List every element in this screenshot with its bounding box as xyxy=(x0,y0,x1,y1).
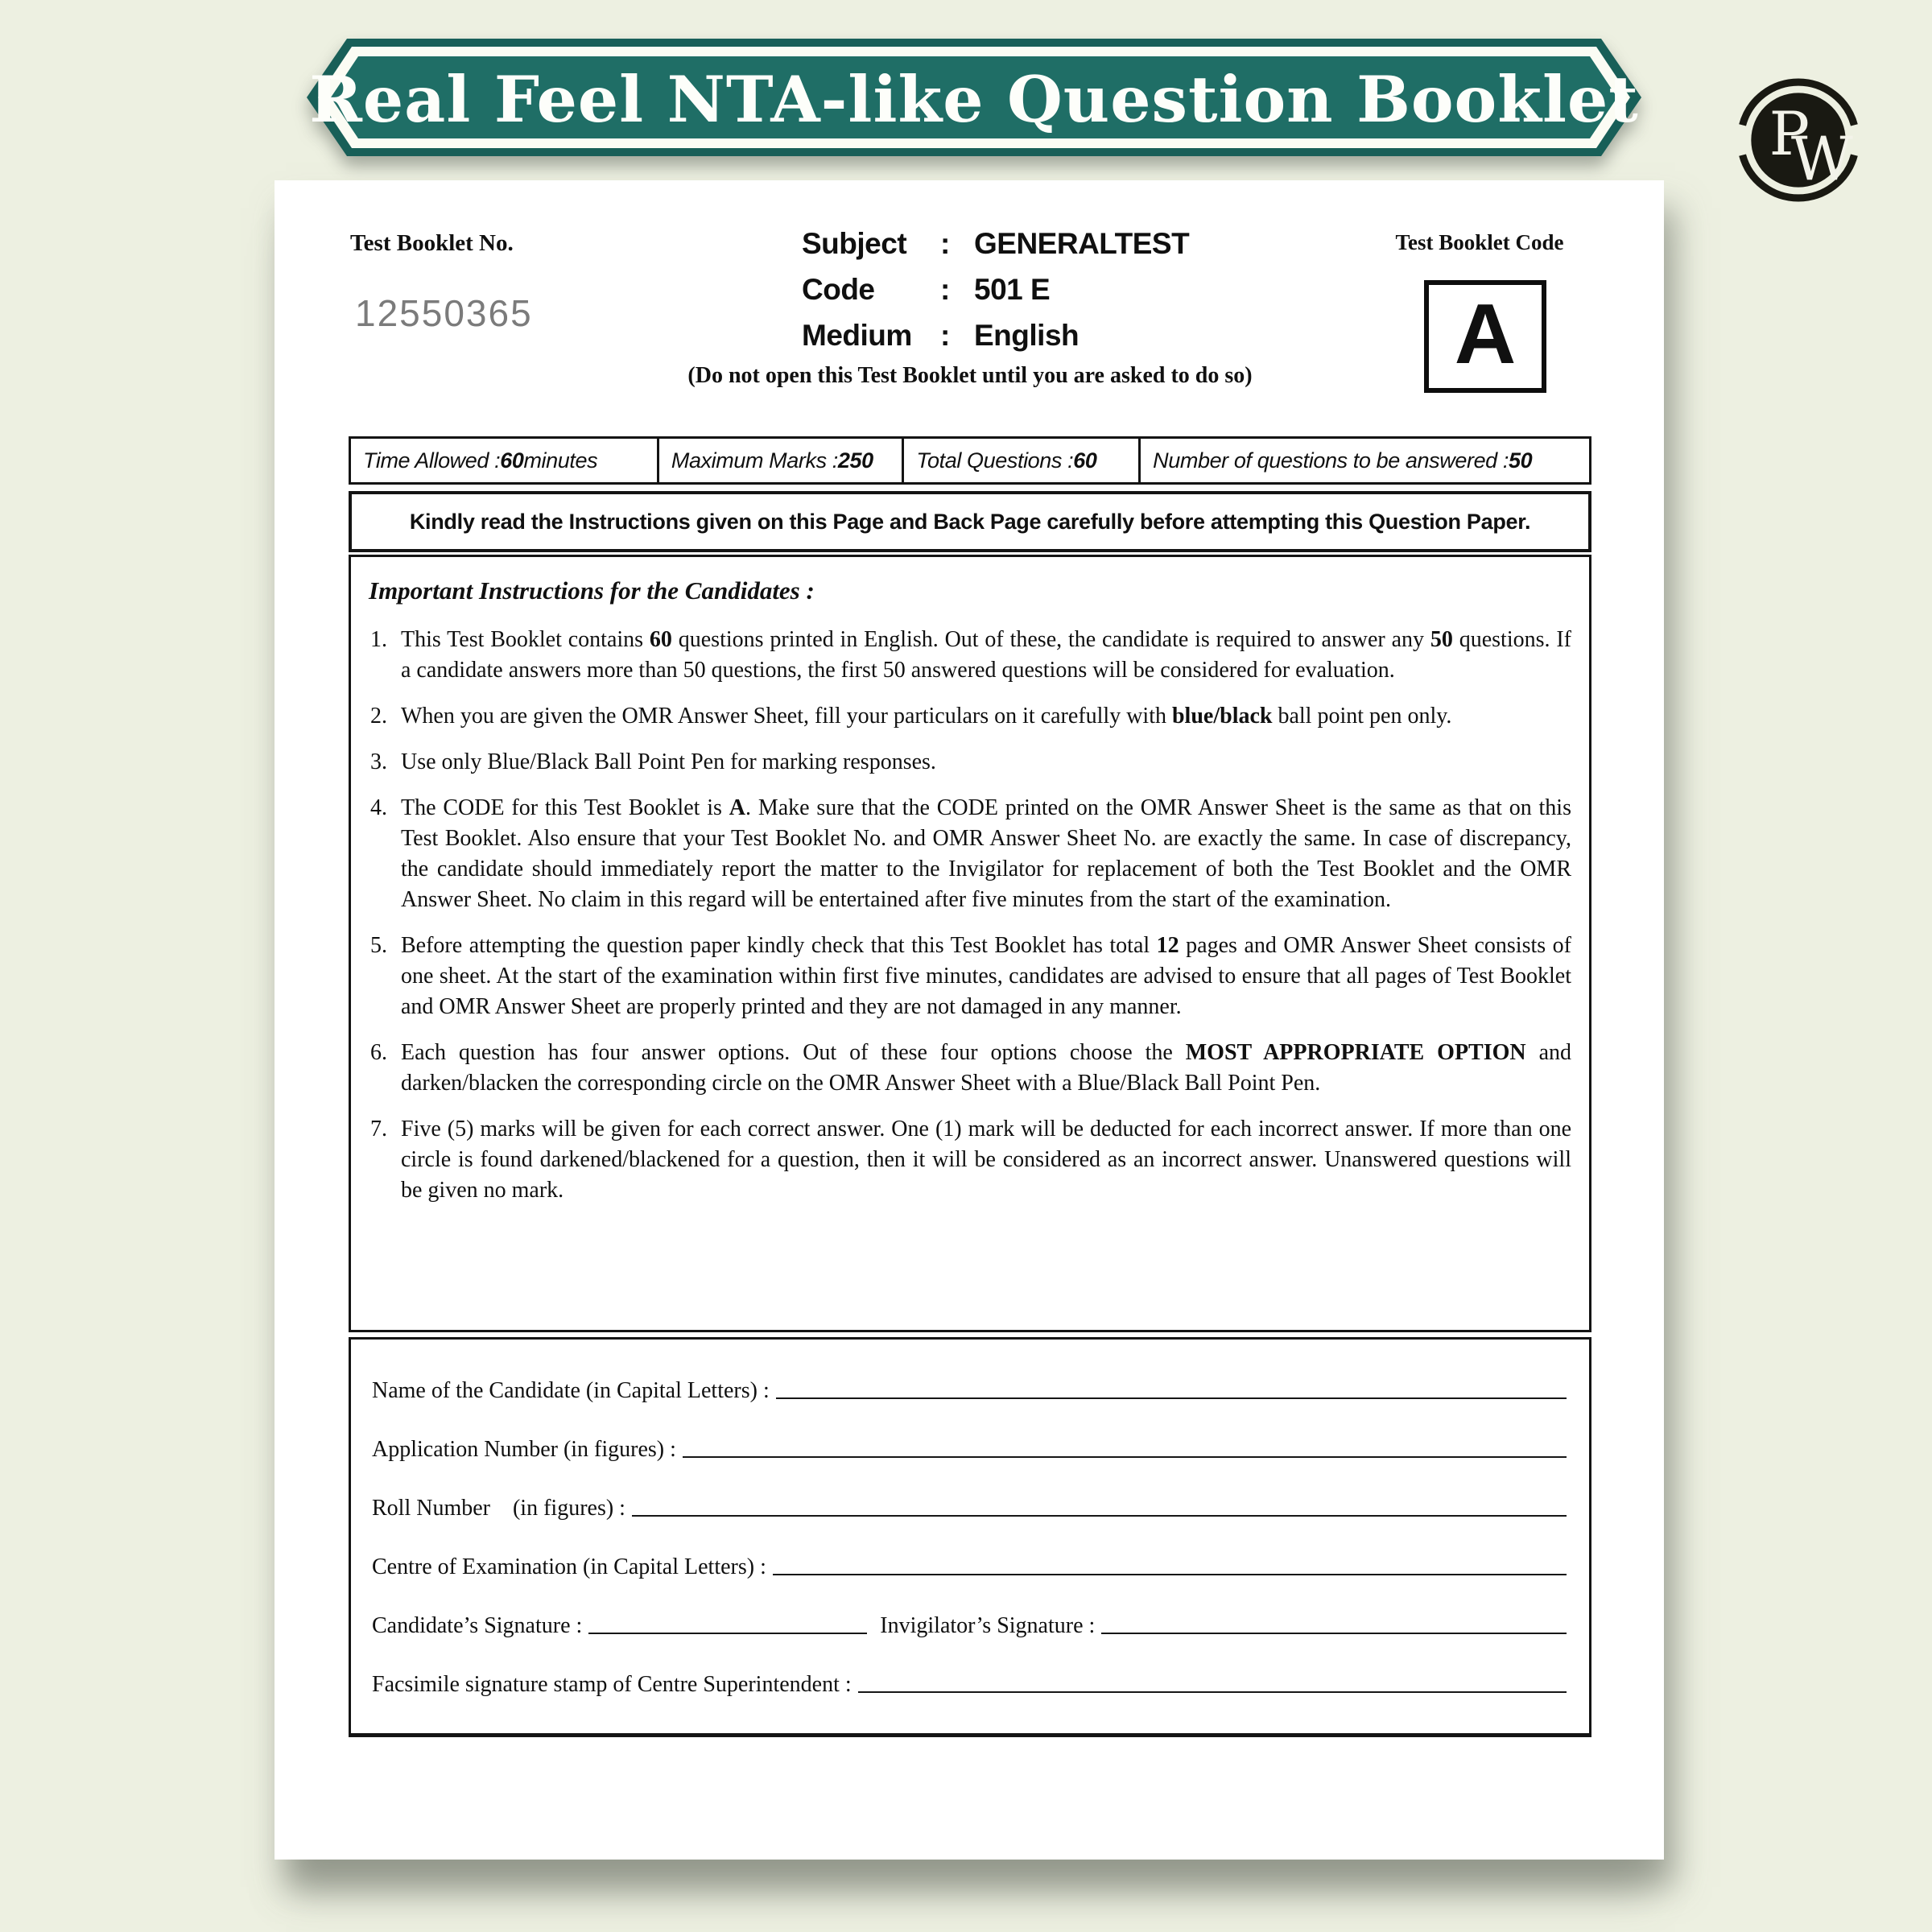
roll-number-label: Roll Number (in figures) : xyxy=(372,1496,625,1521)
time-allowed-cell: Time Allowed : 60 minutes xyxy=(363,448,598,473)
do-not-open-note: (Do not open this Test Booklet until you are asked to do so) xyxy=(687,363,1253,388)
instruction-number: 1. xyxy=(370,627,387,652)
subject-colon: : xyxy=(940,226,950,260)
subject-label: Subject xyxy=(802,226,907,260)
application-number-blank-line xyxy=(683,1456,1567,1458)
instruction-text: Five (5) marks will be given for each correct answer. One (1) mark will be deducted for each incorrect answer. If more than one circle is found darkened/blackened for a question, then it will be considered as an incorrect answer. Unanswered questions will be given no mark. xyxy=(401,1117,1571,1203)
application-number-label: Application Number (in figures) : xyxy=(372,1437,676,1462)
code-value: 501 E xyxy=(974,272,1051,306)
instruction-item-2 xyxy=(369,701,1571,732)
logo-letter-w: W xyxy=(1790,124,1853,195)
instructions-box xyxy=(349,555,1591,1332)
questions-to-answer-cell: Number of questions to be answered : 50 xyxy=(1138,439,1589,482)
instruction-number: 7. xyxy=(370,1117,387,1141)
candidate-signature-blank-line xyxy=(588,1633,867,1634)
signatures-field xyxy=(372,1602,1568,1639)
subject-row xyxy=(802,221,1189,266)
code-row xyxy=(802,266,1189,312)
instruction-number: 6. xyxy=(370,1040,387,1065)
medium-value: English xyxy=(974,318,1080,352)
centre-of-examination-field xyxy=(372,1543,1568,1580)
title-banner xyxy=(307,35,1641,159)
instruction-number: 5. xyxy=(370,933,387,958)
instruction-item-3 xyxy=(369,747,1571,778)
subject-value: GENERALTEST xyxy=(974,226,1190,260)
instructions-heading: Important Instructions for the Candidates : xyxy=(369,576,815,605)
instruction-number: 4. xyxy=(370,795,387,820)
code-label: Code xyxy=(802,272,875,306)
candidate-name-blank-line xyxy=(776,1397,1567,1399)
booklet-cover-page xyxy=(275,180,1664,1860)
test-booklet-code-box xyxy=(1424,280,1546,393)
facsimile-stamp-label: Facsimile signature stamp of Centre Superintendent : xyxy=(372,1672,852,1697)
kindly-read-box xyxy=(349,491,1591,552)
exam-info-table xyxy=(349,436,1591,485)
instruction-item-5 xyxy=(369,931,1571,1022)
total-questions-cell: Total Questions : 60 xyxy=(902,439,1138,482)
kindly-read-note: Kindly read the Instructions given on this Page and Back Page carefully before attempting this Question Paper. xyxy=(409,509,1531,534)
candidate-name-label: Name of the Candidate (in Capital Letters) : xyxy=(372,1378,770,1403)
banner-title: Real Feel NTA-like Question Booklet xyxy=(309,61,1639,137)
roll-number-blank-line xyxy=(632,1515,1567,1517)
test-booklet-no-value: 12550365 xyxy=(355,292,533,334)
candidate-signature-label: Candidate’s Signature : xyxy=(372,1613,583,1638)
test-booklet-code-value: A xyxy=(1454,287,1517,382)
instruction-number: 2. xyxy=(370,704,387,729)
instruction-text: The CODE for this Test Booklet is A. Make sure that the CODE printed on the OMR Answer Sheet is the same as that on this Test Booklet. Also ensure that your Test Booklet No. and OMR Answer Sheet No. are exactly the same. In case of discrepancy, the candidate should immediately report the matter to the Invigilator for replacement of both the Test Booklet and the OMR Answer Sheet. No claim in this regard will be entertained after five minutes from the start of the examination. xyxy=(401,795,1571,912)
medium-row xyxy=(802,312,1189,358)
medium-label: Medium xyxy=(802,318,912,352)
instruction-item-6 xyxy=(369,1038,1571,1099)
test-booklet-no-label: Test Booklet No. xyxy=(350,230,514,256)
pw-logo xyxy=(1729,71,1868,209)
instruction-text: Each question has four answer options. Out of these four options choose the MOST APPROPRIATE OPTION and darken/blacken the corresponding circle on the OMR Answer Sheet with a Blue/Black Ball Point Pen. xyxy=(401,1040,1571,1096)
instruction-item-4 xyxy=(369,793,1571,915)
medium-colon: : xyxy=(940,318,950,352)
facsimile-stamp-field xyxy=(372,1661,1568,1698)
logo-letter-p: P xyxy=(1769,99,1810,170)
maximum-marks-cell: Maximum Marks : 250 xyxy=(657,439,902,482)
instruction-item-7 xyxy=(369,1114,1571,1206)
invigilator-signature-label: Invigilator’s Signature : xyxy=(880,1613,1096,1638)
roll-number-field xyxy=(372,1484,1568,1521)
instruction-text: Use only Blue/Black Ball Point Pen for marking responses. xyxy=(401,749,936,774)
instruction-text: This Test Booklet contains 60 questions printed in English. Out of these, the candidate is required to answer any 50 questions. If a candidate answers more than 50 questions, the first 50 answered questions will be considered for evaluation. xyxy=(401,627,1572,683)
centre-of-examination-blank-line xyxy=(773,1574,1567,1575)
facsimile-stamp-blank-line xyxy=(858,1691,1567,1693)
code-colon: : xyxy=(940,272,950,306)
candidate-details-box xyxy=(349,1337,1591,1737)
instruction-text: Before attempting the question paper kindly check that this Test Booklet has total 12 pages and OMR Answer Sheet consists of one sheet. At the start of the examination within first five minutes, candidates are advised to ensure that all pages of Test Booklet and OMR Answer Sheet are properly printed and they are not damaged in any manner. xyxy=(401,933,1571,1019)
instruction-text: When you are given the OMR Answer Sheet, fill your particulars on it carefully with blue/black ball point pen only. xyxy=(401,704,1452,729)
centre-of-examination-label: Centre of Examination (in Capital Letters) : xyxy=(372,1554,766,1579)
instruction-item-1 xyxy=(369,625,1571,686)
subject-code-medium-block xyxy=(802,221,1189,358)
instruction-number: 3. xyxy=(370,749,387,774)
application-number-field xyxy=(372,1426,1568,1463)
test-booklet-code-label: Test Booklet Code xyxy=(1395,230,1564,254)
invigilator-signature-blank-line xyxy=(1101,1633,1567,1634)
candidate-name-field xyxy=(372,1367,1568,1404)
